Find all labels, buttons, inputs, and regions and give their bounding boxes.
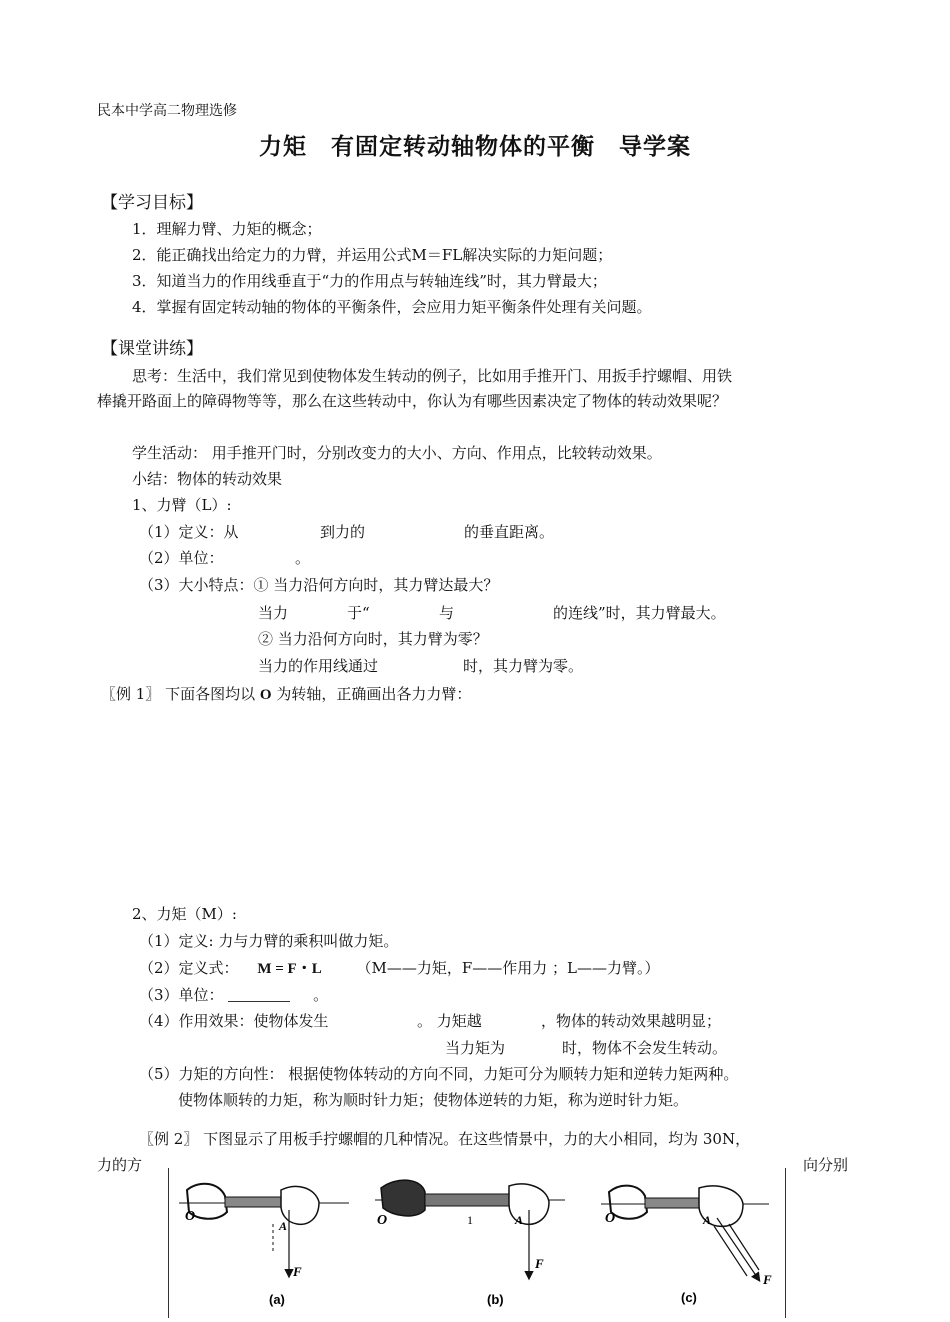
think-line-2: 棒撬开路面上的障碍物等等，那么在这些转动中，你认为有哪些因素决定了物体的转动效果呢？ [97, 392, 728, 410]
caption-c: (c) [681, 1290, 697, 1305]
arm-definition-b: 到力的 [320, 523, 366, 541]
objective-item-1: 1．理解力臂、力矩的概念； [132, 220, 322, 238]
label-f-a: F [293, 1264, 302, 1279]
arm-feature-b1: 当力 [258, 604, 289, 622]
moment-unit-blank [228, 987, 290, 1002]
think-line-1: 思考：生活中，我们常见到使物体发生转动的例子，比如用手推开门、用扳手拧螺帽、用铁 [132, 367, 733, 385]
label-f-c: F [763, 1272, 772, 1287]
arm-feature-b3: 与 [439, 604, 455, 622]
arm-feature-question-2: ② 当力沿何方向时，其力臂为零？ [258, 630, 488, 648]
wrench-head-b [381, 1180, 425, 1216]
example-1-b: 为转轴，正确画出各力力臂： [276, 685, 472, 703]
arm-definition-a: （1）定义：从 [139, 523, 239, 541]
objective-item-2: 2．能正确找出给定力的力臂，并运用公式M＝FL解决实际的力矩问题； [132, 246, 613, 264]
moment-heading: 2、力矩（M）: [132, 905, 237, 923]
moment-effect-b: 。 力矩越 [417, 1012, 482, 1030]
summary-line: 小结：物体的转动效果 [132, 470, 283, 488]
example-2-line-1: 〖例 2〗 下图显示了用板手拧螺帽的几种情况。在这些情景中，力的大小相同，均为 30N， [139, 1130, 751, 1148]
arm-feature-question-1: （3）大小特点：① 当力沿何方向时，其力臂达最大？ [139, 576, 499, 594]
moment-formula-a: （2）定义式： [139, 959, 239, 977]
moment-direction-2: 使物体顺转的力矩，称为顺时针力矩；使物体逆转的力矩，称为逆时针力矩。 [178, 1091, 689, 1109]
moment-effect-d2: 时，物体不会发生转动。 [562, 1039, 728, 1057]
label-o-c: O [605, 1211, 616, 1226]
label-o-b: O [377, 1213, 388, 1228]
moment-formula-expression: M = F・L [257, 961, 322, 977]
wrench-figure [168, 1168, 786, 1318]
label-o-a: O [185, 1209, 196, 1224]
page-title: 力矩 有固定转动轴物体的平衡 导学案 [259, 134, 691, 160]
wrench-c [601, 1186, 769, 1280]
arm-unit-b: 。 [295, 549, 311, 567]
arm-c [714, 1224, 759, 1276]
school-header: 民本中学高二物理选修 [97, 103, 237, 119]
caption-a: (a) [269, 1292, 285, 1307]
moment-unit [139, 985, 328, 1005]
force-arrow-c [717, 1218, 759, 1280]
wrench-a [179, 1184, 349, 1276]
wrench-figure-svg [169, 1168, 785, 1318]
page-number: 1 [467, 1213, 473, 1227]
moment-formula [139, 958, 659, 979]
example-1 [101, 684, 471, 705]
label-a-c: A [703, 1213, 712, 1227]
objectives-heading: 【学习目标】 [101, 193, 203, 213]
moment-unit-a: （3）单位： [139, 986, 224, 1004]
example-2-right: 向分别 [803, 1156, 849, 1174]
moment-formula-legend: （M——力矩，F——作用力 ；L——力臂。） [356, 959, 660, 977]
moment-effect-c: ，物体的转动效果越明显； [541, 1012, 722, 1030]
lecture-heading: 【课堂讲练】 [101, 339, 203, 359]
arm-definition-c: 的垂直距离。 [464, 523, 555, 541]
caption-b: (b) [487, 1292, 504, 1307]
student-activity: 学生活动： 用手推开门时，分别改变力的大小、方向、作用点，比较转动效果。 [132, 444, 662, 462]
example-2-left: 力的方 [97, 1156, 143, 1174]
label-a-a: A [279, 1219, 288, 1233]
axis-o-label: O [259, 687, 272, 703]
moment-direction-1: （5）力矩的方向性： 根据使物体转动的方向不同，力矩可分为顺转力矩和逆转力矩两种。 [139, 1065, 739, 1083]
arm-heading: 1、力臂（L）: [132, 496, 232, 514]
objective-item-3: 3．知道当力的作用线垂直于“力的作用点与转轴连线”时，其力臂最大； [132, 272, 607, 290]
arm-feature-b2: 于“ [347, 604, 370, 622]
arm-unit-a: （2）单位： [139, 549, 224, 567]
arm-feature-b4: 的连线”时，其力臂最大。 [553, 604, 726, 622]
moment-unit-b: 。 [313, 986, 329, 1004]
arm-feature-d2: 时，其力臂为零。 [463, 657, 584, 675]
arm-feature-d1: 当力的作用线通过 [258, 657, 379, 675]
moment-effect-a: （4）作用效果：使物体发生 [139, 1012, 329, 1030]
example-1-a: 〖例 1〗 下面各图均以 [101, 685, 256, 703]
label-a-b: A [515, 1213, 524, 1227]
moment-effect-d1: 当力矩为 [445, 1039, 506, 1057]
objective-item-4: 4．掌握有固定转动轴的物体的平衡条件，会应用力矩平衡条件处理有关问题。 [132, 298, 652, 316]
moment-definition: （1）定义: 力与力臂的乘积叫做力矩。 [139, 932, 399, 950]
label-f-b: F [535, 1256, 544, 1271]
